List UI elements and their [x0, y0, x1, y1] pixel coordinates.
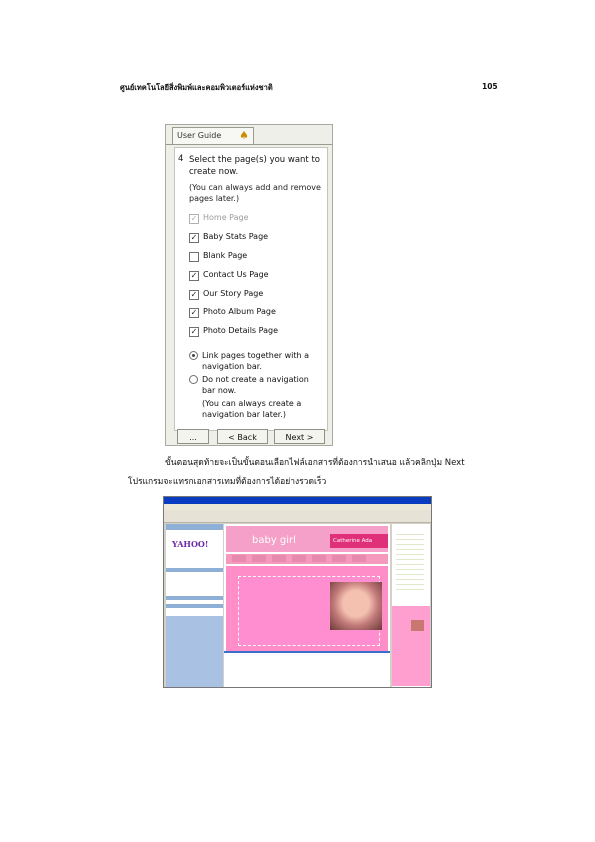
next-button[interactable]: Next > [274, 429, 325, 444]
paragraph-line-2: โปรแกรมจะแทรกเอกสารเทมที่ต้องการได้อย่างรวดเร็ว [128, 477, 327, 487]
checkbox-label: Photo Details Page [203, 326, 279, 335]
checkbox-box[interactable] [189, 252, 199, 262]
banner-name: Catherine Ada [333, 538, 373, 544]
checkbox-box[interactable]: ✓ [190, 271, 198, 280]
bottom-pane [224, 651, 390, 688]
site-nav-bar [226, 554, 388, 564]
panel-section [166, 604, 223, 608]
checkbox-box[interactable]: ✓ [190, 308, 198, 317]
preview-pane [392, 606, 430, 686]
step-number: 4 [178, 154, 184, 164]
tab-label: User Guide [177, 131, 222, 140]
back-button[interactable]: < Back [217, 429, 268, 444]
checkbox-label: Contact Us Page [203, 270, 269, 279]
checkbox-photo-album-page[interactable] [189, 307, 329, 319]
checkbox-home-page [189, 213, 329, 225]
radio-note-text: (You can always create a navigation bar later.) [202, 399, 302, 419]
page-number: 105 [482, 82, 498, 91]
user-guide-panel [165, 124, 333, 446]
panel-header [166, 524, 223, 530]
panel-section [166, 596, 223, 600]
checkbox-contact-us-page[interactable] [189, 270, 329, 282]
checkbox-box: ✓ [190, 214, 198, 223]
checkbox-box[interactable]: ✓ [190, 290, 198, 299]
baby-photo [330, 582, 382, 630]
tab-divider [166, 144, 332, 145]
yahoo-logo: YAHOO! [172, 539, 209, 549]
banner-name-box [330, 534, 388, 548]
checkbox-photo-details-page[interactable] [189, 326, 329, 338]
site-banner [226, 526, 388, 552]
checkbox-box[interactable]: ✓ [190, 233, 198, 242]
step-heading: Select the page(s) you want to create now. [189, 155, 321, 177]
step-hint: (You can always add and remove pages later.) [189, 183, 321, 203]
radio-label: Link pages together with a navigation bar. [202, 351, 310, 371]
help-icon[interactable]: ♠ [239, 129, 249, 142]
paragraph-line-1: ขั้นตอนสุดท้ายจะเป็นขั้นตอนเลือกไฟล์เอกสารที่ต้องการนำเสนอ แล้วคลิกปุ่ม Next [165, 458, 465, 468]
guide-body [174, 147, 328, 431]
panel-section [166, 568, 223, 572]
frontpage-screenshot [163, 496, 432, 688]
window-titlebar [164, 497, 431, 504]
checkbox-baby-stats-page[interactable] [189, 232, 329, 244]
left-panel [166, 524, 223, 687]
checkbox-label: Home Page [203, 213, 249, 222]
tab-user-guide[interactable] [172, 127, 254, 145]
checkbox-blank-page[interactable] [189, 251, 329, 263]
panel-list [166, 616, 223, 687]
preview-image [411, 620, 424, 631]
checkbox-label: Photo Album Page [203, 307, 276, 316]
folder-tree [396, 530, 424, 590]
header-left-title: ศูนย์เทคโนโลยีสิ่งพิมพ์และคอมพิวเตอร์แห่งชาติ [120, 83, 273, 92]
radio-dot[interactable] [189, 351, 198, 360]
checkbox-box[interactable]: ✓ [190, 327, 198, 336]
checkbox-label: Baby Stats Page [203, 232, 269, 241]
checkbox-our-story-page[interactable] [189, 289, 329, 301]
toolbar [164, 510, 431, 523]
right-task-pane [392, 524, 430, 687]
more-button[interactable]: ... [177, 429, 209, 444]
checkbox-label: Blank Page [203, 251, 248, 260]
radio-label: Do not create a navigation bar now. [202, 375, 309, 395]
banner-text: baby girl [252, 535, 296, 546]
checkbox-label: Our Story Page [203, 289, 264, 298]
radio-dot[interactable] [189, 375, 198, 384]
